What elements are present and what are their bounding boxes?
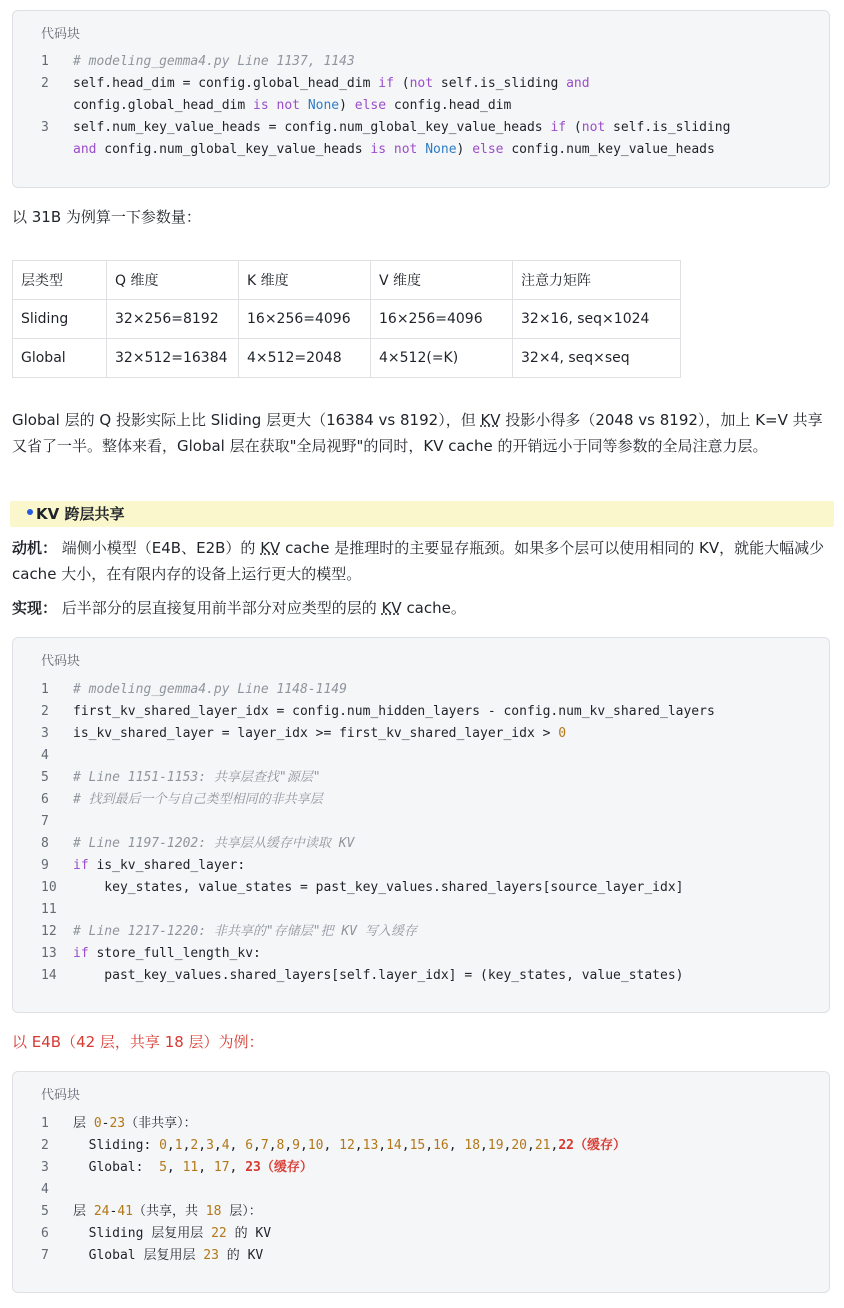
section-heading-kv-sharing xyxy=(10,501,834,527)
line-number: 5 xyxy=(41,1204,49,1219)
line-number: 14 xyxy=(41,968,57,983)
code-line xyxy=(13,1223,829,1245)
line-number: 11 xyxy=(41,902,57,917)
code-text: # Line 1217-1220: 非共享的"存储层"把 KV 写入缓存 xyxy=(73,924,417,939)
line-number: 1 xyxy=(41,682,49,697)
code-text: and config.num_global_key_value_heads is not None) else config.num_key_value_heads xyxy=(73,142,715,157)
code-line xyxy=(13,745,829,767)
code-block-kv-shared-layers xyxy=(12,637,830,1013)
code-line xyxy=(13,1201,829,1223)
implementation-text: cache。 xyxy=(401,599,466,617)
code-line xyxy=(13,1135,829,1157)
line-number: 8 xyxy=(41,836,49,851)
kv-term-link[interactable]: KV xyxy=(381,599,402,617)
implementation-label: 实现： xyxy=(12,599,58,617)
code-line xyxy=(13,117,829,139)
line-number: 2 xyxy=(41,76,49,91)
code-line xyxy=(13,965,829,987)
code-text: # Line 1197-1202: 共享层从缓存中读取 KV xyxy=(73,836,355,851)
implementation-text: 后半部分的层直接复用前半部分对应类型的层的 xyxy=(57,599,382,617)
line-number: 10 xyxy=(41,880,57,895)
bullet-icon xyxy=(27,509,33,515)
kv-term-link[interactable]: KV xyxy=(260,539,281,557)
code-line xyxy=(13,833,829,855)
line-number: 4 xyxy=(41,1182,49,1197)
motivation-paragraph xyxy=(12,535,832,587)
table-cell: 32×16, seq×1024 xyxy=(513,300,681,339)
code-line xyxy=(13,679,829,701)
code-block-e4b-layers xyxy=(12,1071,830,1293)
summary-text: 投影小得多（2048 vs 8192），加上 K=V 共享又省了一半。整体来看，Global 层在获取"全局视野"的同时，KV cache 的开销远小于同等参数的全局注意力层。 xyxy=(12,411,823,455)
table-cell: 32×4, seq×seq xyxy=(513,339,681,378)
code-line xyxy=(13,877,829,899)
code-line xyxy=(13,943,829,965)
table-header-cell: V 维度 xyxy=(371,261,513,300)
code-text: key_states, value_states = past_key_values.shared_layers[source_layer_idx] xyxy=(73,880,684,895)
motivation-text: cache 是推理时的主要显存瓶颈。如果多个层可以使用相同的 KV，就能大幅减少 cache 大小，在有限内存的设备上运行更大的模型。 xyxy=(12,539,825,583)
table-cell: 4×512(=K) xyxy=(371,339,513,378)
line-number: 1 xyxy=(41,54,49,69)
line-number: 7 xyxy=(41,814,49,829)
code-text: if is_kv_shared_layer: xyxy=(73,858,246,873)
code-block-gemma-head-dim xyxy=(12,10,830,188)
code-line xyxy=(13,95,829,117)
code-line xyxy=(13,139,829,161)
table-header-row xyxy=(13,261,681,300)
code-text: config.global_head_dim is not None) else config.head_dim xyxy=(73,98,512,113)
intro-31b-text: 以 31B 为例算一下参数量： xyxy=(12,208,201,226)
table-header-cell: 注意力矩阵 xyxy=(513,261,681,300)
section-heading-text: KV 跨层共享 xyxy=(36,505,125,523)
table-cell: Sliding xyxy=(13,300,107,339)
table-cell: Global xyxy=(13,339,107,378)
code-text: self.num_key_value_heads = config.num_global_key_value_heads if (not self.is_sliding xyxy=(73,120,731,135)
code-text: Sliding: 0,1,2,3,4, 6,7,8,9,10, 12,13,14,15,16, 18,19,20,21,22（缓存） xyxy=(73,1138,626,1153)
motivation-label: 动机： xyxy=(12,539,58,557)
code-line xyxy=(13,1113,829,1135)
line-number: 2 xyxy=(41,704,49,719)
code-line xyxy=(13,1179,829,1201)
code-text: # modeling_gemma4.py Line 1137, 1143 xyxy=(73,54,355,69)
table-header-cell: K 维度 xyxy=(239,261,371,300)
code-line xyxy=(13,767,829,789)
line-number: 3 xyxy=(41,1160,49,1175)
code-block-title: 代码块 xyxy=(41,27,81,42)
line-number: 1 xyxy=(41,1116,49,1131)
code-text: past_key_values.shared_layers[self.layer_idx] = (key_states, value_states) xyxy=(73,968,684,983)
table-cell: 32×512=16384 xyxy=(107,339,239,378)
code-line xyxy=(13,855,829,877)
code-line xyxy=(13,811,829,833)
line-number: 6 xyxy=(41,792,49,807)
code-block-title: 代码块 xyxy=(41,654,81,669)
code-line xyxy=(13,1245,829,1267)
code-text: 层 0-23（非共享）： xyxy=(73,1116,197,1131)
line-number: 3 xyxy=(41,726,49,741)
motivation-text: 端侧小模型（E4B、E2B）的 xyxy=(57,539,261,557)
kv-term-link[interactable]: KV xyxy=(480,411,501,429)
table-cell: 32×256=8192 xyxy=(107,300,239,339)
line-number: 13 xyxy=(41,946,57,961)
code-line xyxy=(13,51,829,73)
summary-text: Global 层的 Q 投影实际上比 Sliding 层更大（16384 vs 8192），但 xyxy=(12,411,481,429)
code-text: Global: 5, 11, 17, 23（缓存） xyxy=(73,1160,313,1175)
line-number: 7 xyxy=(41,1248,49,1263)
code-text: if store_full_length_kv: xyxy=(73,946,261,961)
table-cell: 16×256=4096 xyxy=(371,300,513,339)
line-number: 4 xyxy=(41,748,49,763)
code-text: Sliding 层复用层 22 的 KV xyxy=(73,1226,272,1241)
params-table xyxy=(12,260,681,378)
e4b-example-intro: 以 E4B（42 层，共享 18 层）为例： xyxy=(12,1033,264,1051)
code-text: Global 层复用层 23 的 KV xyxy=(73,1248,264,1263)
line-number: 12 xyxy=(41,924,57,939)
table-row xyxy=(13,339,681,378)
table-cell: 4×512=2048 xyxy=(239,339,371,378)
line-number: 9 xyxy=(41,858,49,873)
table-row xyxy=(13,300,681,339)
code-text: # modeling_gemma4.py Line 1148-1149 xyxy=(73,682,347,697)
code-text: is_kv_shared_layer = layer_idx >= first_kv_shared_layer_idx > 0 xyxy=(73,726,567,741)
code-line xyxy=(13,899,829,921)
code-text: # Line 1151-1153: 共享层查找"源层" xyxy=(73,770,321,785)
code-line xyxy=(13,921,829,943)
global-summary-paragraph xyxy=(12,407,832,459)
code-line xyxy=(13,723,829,745)
line-number: 3 xyxy=(41,120,49,135)
table-header-cell: Q 维度 xyxy=(107,261,239,300)
line-number: 5 xyxy=(41,770,49,785)
code-line xyxy=(13,73,829,95)
code-text: first_kv_shared_layer_idx = config.num_hidden_layers - config.num_kv_shared_layers xyxy=(73,704,715,719)
code-block-title: 代码块 xyxy=(41,1088,81,1103)
line-number: 6 xyxy=(41,1226,49,1241)
code-text: # 找到最后一个与自己类型相同的非共享层 xyxy=(73,792,323,807)
code-line xyxy=(13,701,829,723)
code-line xyxy=(13,1157,829,1179)
code-line xyxy=(13,789,829,811)
code-text: 层 24-41（共享，共 18 层）： xyxy=(73,1204,262,1219)
table-header-cell: 层类型 xyxy=(13,261,107,300)
code-text: self.head_dim = config.global_head_dim if (not self.is_sliding and xyxy=(73,76,590,91)
line-number: 2 xyxy=(41,1138,49,1153)
table-cell: 16×256=4096 xyxy=(239,300,371,339)
implementation-paragraph xyxy=(12,595,832,621)
